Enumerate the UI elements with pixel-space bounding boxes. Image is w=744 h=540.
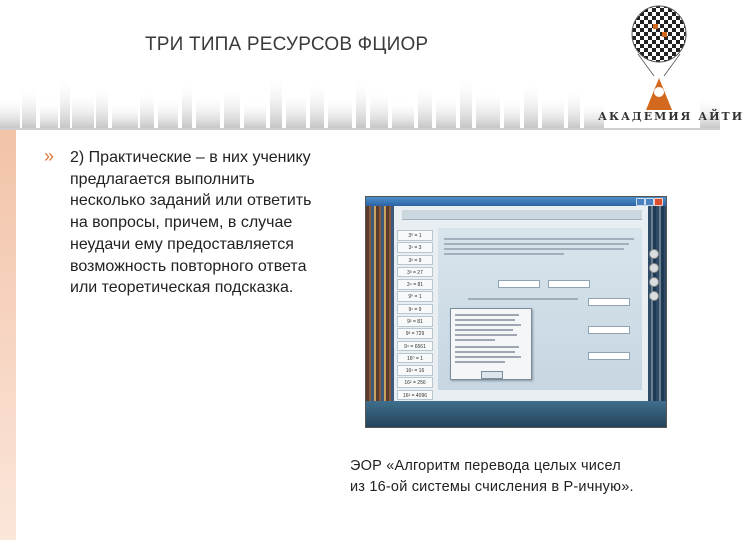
power-item: 3³ = 27 (397, 267, 433, 278)
dialog-text-line (455, 346, 519, 348)
power-item: 3² = 9 (397, 255, 433, 266)
power-item: 9⁰ = 1 (397, 291, 433, 302)
dialog-text-line (455, 334, 517, 336)
dialog-text-line (455, 329, 513, 331)
answer-input[interactable] (588, 298, 630, 306)
power-item: 9⁴ = 6561 (397, 341, 433, 352)
power-item: 3¹ = 3 (397, 242, 433, 253)
bookshelf-right (648, 206, 666, 401)
bullet-marker: » (44, 146, 55, 166)
power-item: 9³ = 729 (397, 328, 433, 339)
bullet-paragraph: 2) Практические – в них ученику предлагается выполнить несколько заданий или ответить на вопросы, причем, в случае неудачи ему предоставляется возможность повторного ответа или теоретическая подсказка. (70, 149, 312, 297)
dialog-text-line (455, 339, 495, 341)
answer-input[interactable] (588, 326, 630, 334)
app-heading-bar (402, 210, 642, 220)
minimize-icon (636, 198, 645, 206)
bookshelf-left (366, 206, 394, 401)
power-item: 16¹ = 16 (397, 365, 433, 376)
task-text-line (444, 248, 624, 250)
answer-input[interactable] (548, 280, 590, 288)
dialog-text-line (455, 351, 515, 353)
side-control-icon[interactable] (649, 291, 659, 301)
app-bottom-navbar (366, 401, 666, 427)
slide-header (0, 0, 744, 130)
power-item: 3⁰ = 1 (397, 230, 433, 241)
dialog-text-line (455, 319, 515, 321)
task-text-line (444, 243, 629, 245)
maximize-icon (645, 198, 654, 206)
power-item: 16⁰ = 1 (397, 353, 433, 364)
power-item: 16² = 256 (397, 377, 433, 388)
resource-screenshot (365, 196, 667, 428)
left-accent-band (0, 130, 16, 540)
answer-input[interactable] (498, 280, 540, 288)
header-divider (0, 128, 720, 130)
side-control-icon[interactable] (649, 249, 659, 259)
task-text-line (444, 238, 634, 240)
answer-input[interactable] (588, 352, 630, 360)
dialog-text-line (455, 324, 521, 326)
slide-title: ТРИ ТИПА РЕСУРСОВ ФЦИОР (145, 34, 429, 55)
power-item: 9¹ = 9 (397, 304, 433, 315)
dialog-text-line (455, 361, 505, 363)
app-content (394, 206, 648, 401)
task-text-line (468, 298, 578, 300)
side-control-icon[interactable] (649, 263, 659, 273)
task-text-line (444, 253, 564, 255)
power-item: 16³ = 4096 (397, 390, 433, 401)
screenshot-caption (350, 456, 710, 498)
caption-line-1: ЭОР «Алгоритм перевода целых чисел (350, 458, 621, 474)
logo-text: АКАДЕМИЯ АЙТИ (598, 110, 744, 123)
powers-list (397, 230, 433, 402)
dialog-ok-button[interactable] (481, 371, 503, 379)
caption-line-2: из 16-ой системы счисления в P-ичную». (350, 479, 634, 495)
checkered-balloon-icon (624, 4, 694, 114)
power-item: 9² = 81 (397, 316, 433, 327)
close-icon (654, 198, 663, 206)
dialog-text-line (455, 314, 519, 316)
hint-dialog (450, 308, 532, 380)
power-item: 3⁴ = 81 (397, 279, 433, 290)
dialog-text-line (455, 356, 521, 358)
app-titlebar (366, 197, 666, 206)
side-control-icon[interactable] (649, 277, 659, 287)
